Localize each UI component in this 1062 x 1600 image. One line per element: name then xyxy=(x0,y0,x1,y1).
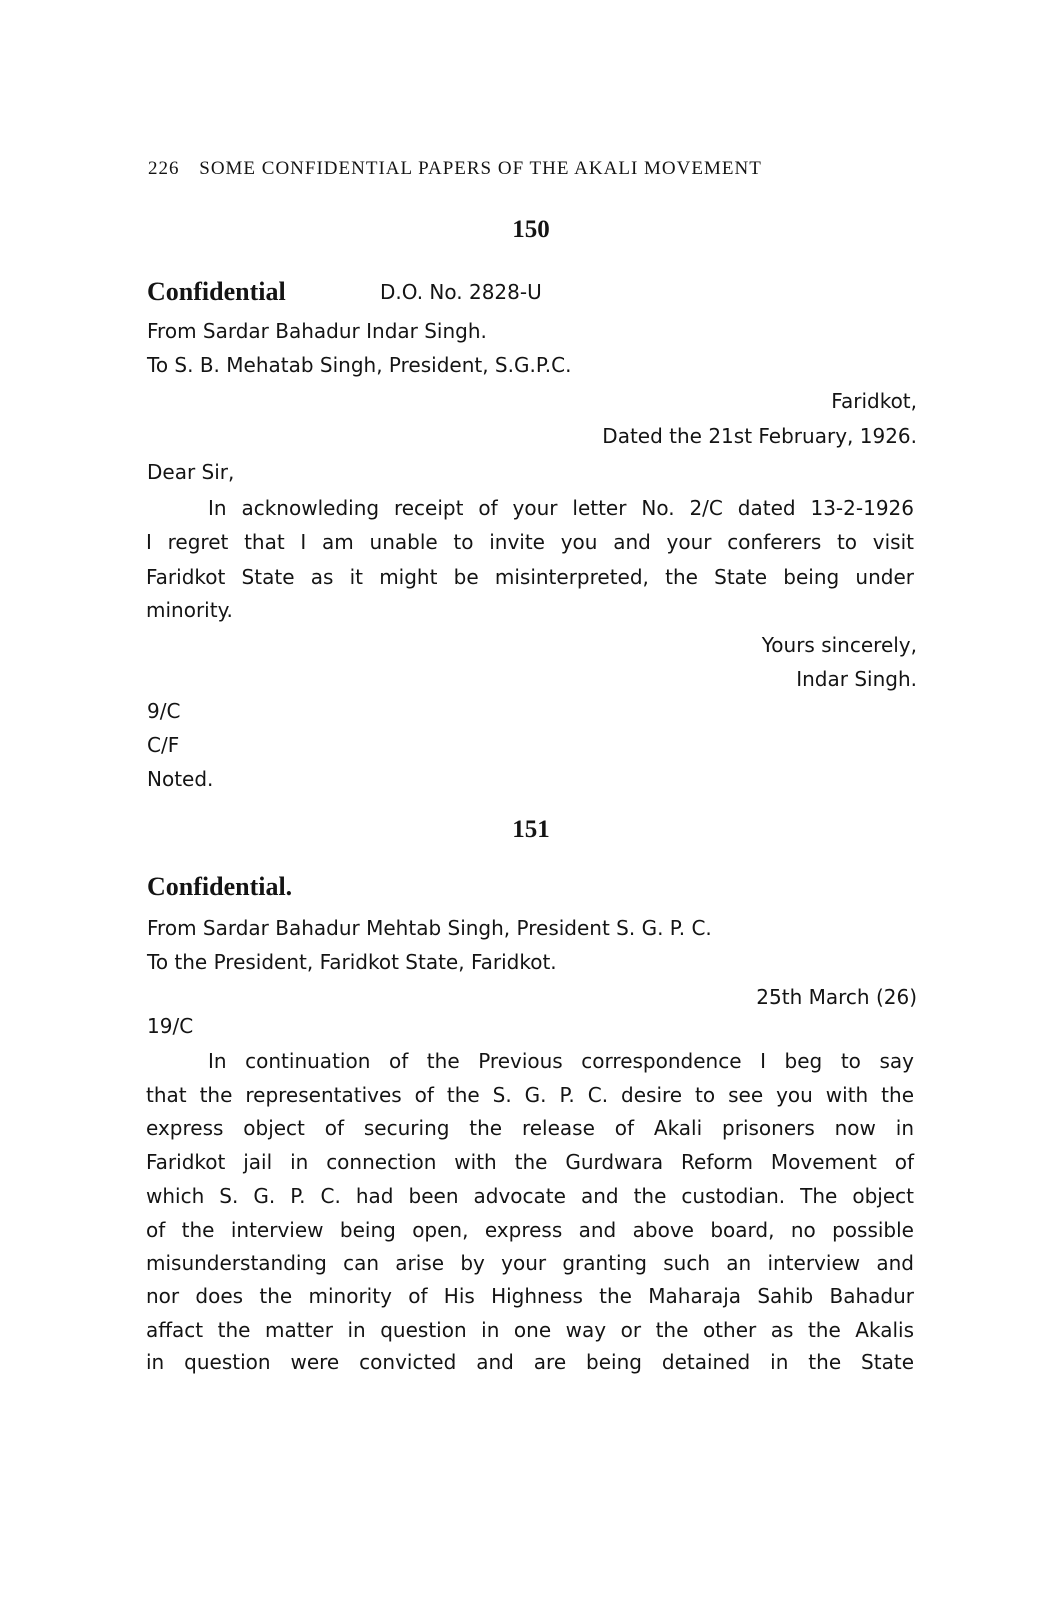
doc151-body-line: misunderstanding can arise by your granting such an interview and xyxy=(146,1251,914,1275)
doc151-body-line: which S. G. P. C. had been advocate and the custodian. The object xyxy=(146,1184,914,1208)
doc151-reference: 19/C xyxy=(147,1014,194,1038)
doc151-heading xyxy=(147,872,292,902)
doc150-to: To S. B. Mehatab Singh, President, S.G.P.C. xyxy=(147,353,572,377)
doc150-note: Noted. xyxy=(147,767,214,791)
doc151-confidential-label: Confidential. xyxy=(147,872,293,901)
doc150-do-number: D.O. No. 2828-U xyxy=(380,280,542,304)
doc151-date: 25th March (26) xyxy=(756,985,917,1009)
document-number-150: 150 xyxy=(512,216,550,243)
book-title: SOME CONFIDENTIAL PAPERS OF THE AKALI MOVEMENT xyxy=(199,158,762,179)
doc150-signature: Indar Singh. xyxy=(796,667,917,691)
running-header xyxy=(148,158,878,180)
doc151-to: To the President, Faridkot State, Faridkot. xyxy=(147,950,557,974)
page-number: 226 xyxy=(148,158,180,179)
doc150-body-line: I regret that I am unable to invite you and your conferers to visit xyxy=(146,530,914,554)
doc151-from: From Sardar Bahadur Mehtab Singh, President S. G. P. C. xyxy=(147,916,712,940)
doc150-note: C/F xyxy=(147,733,180,757)
doc150-place: Faridkot, xyxy=(831,389,917,413)
doc151-body-line: of the interview being open, express and above board, no possible xyxy=(146,1218,914,1242)
doc150-note: 9/C xyxy=(147,699,181,723)
doc150-closing: Yours sincerely, xyxy=(761,633,917,657)
doc150-body-line: minority. xyxy=(146,598,233,622)
doc151-body-line: express object of securing the release of Akali prisoners now in xyxy=(146,1116,914,1140)
doc150-date: Dated the 21st February, 1926. xyxy=(602,424,917,448)
doc150-body-line: In acknowleding receipt of your letter No. 2/C dated 13-2-1926 xyxy=(208,496,914,520)
doc150-salutation: Dear Sir, xyxy=(147,460,235,484)
doc150-body-line: Faridkot State as it might be misinterpreted, the State being under xyxy=(146,565,914,589)
doc151-body-line: affact the matter in question in one way or the other as the Akalis xyxy=(146,1318,914,1342)
doc150-confidential-label: Confidential xyxy=(147,277,286,306)
doc151-body-line: Faridkot jail in connection with the Gurdwara Reform Movement of xyxy=(146,1150,914,1174)
doc151-body-line: In continuation of the Previous correspondence I beg to say xyxy=(208,1049,914,1073)
doc150-heading xyxy=(147,277,542,307)
document-number-151: 151 xyxy=(512,816,550,843)
doc151-body-line: in question were convicted and are being detained in the State xyxy=(146,1350,914,1374)
doc150-from: From Sardar Bahadur Indar Singh. xyxy=(147,319,487,343)
doc151-body-line: that the representatives of the S. G. P. C. desire to see you with the xyxy=(146,1083,914,1107)
doc151-body-line: nor does the minority of His Highness the Maharaja Sahib Bahadur xyxy=(146,1284,914,1308)
